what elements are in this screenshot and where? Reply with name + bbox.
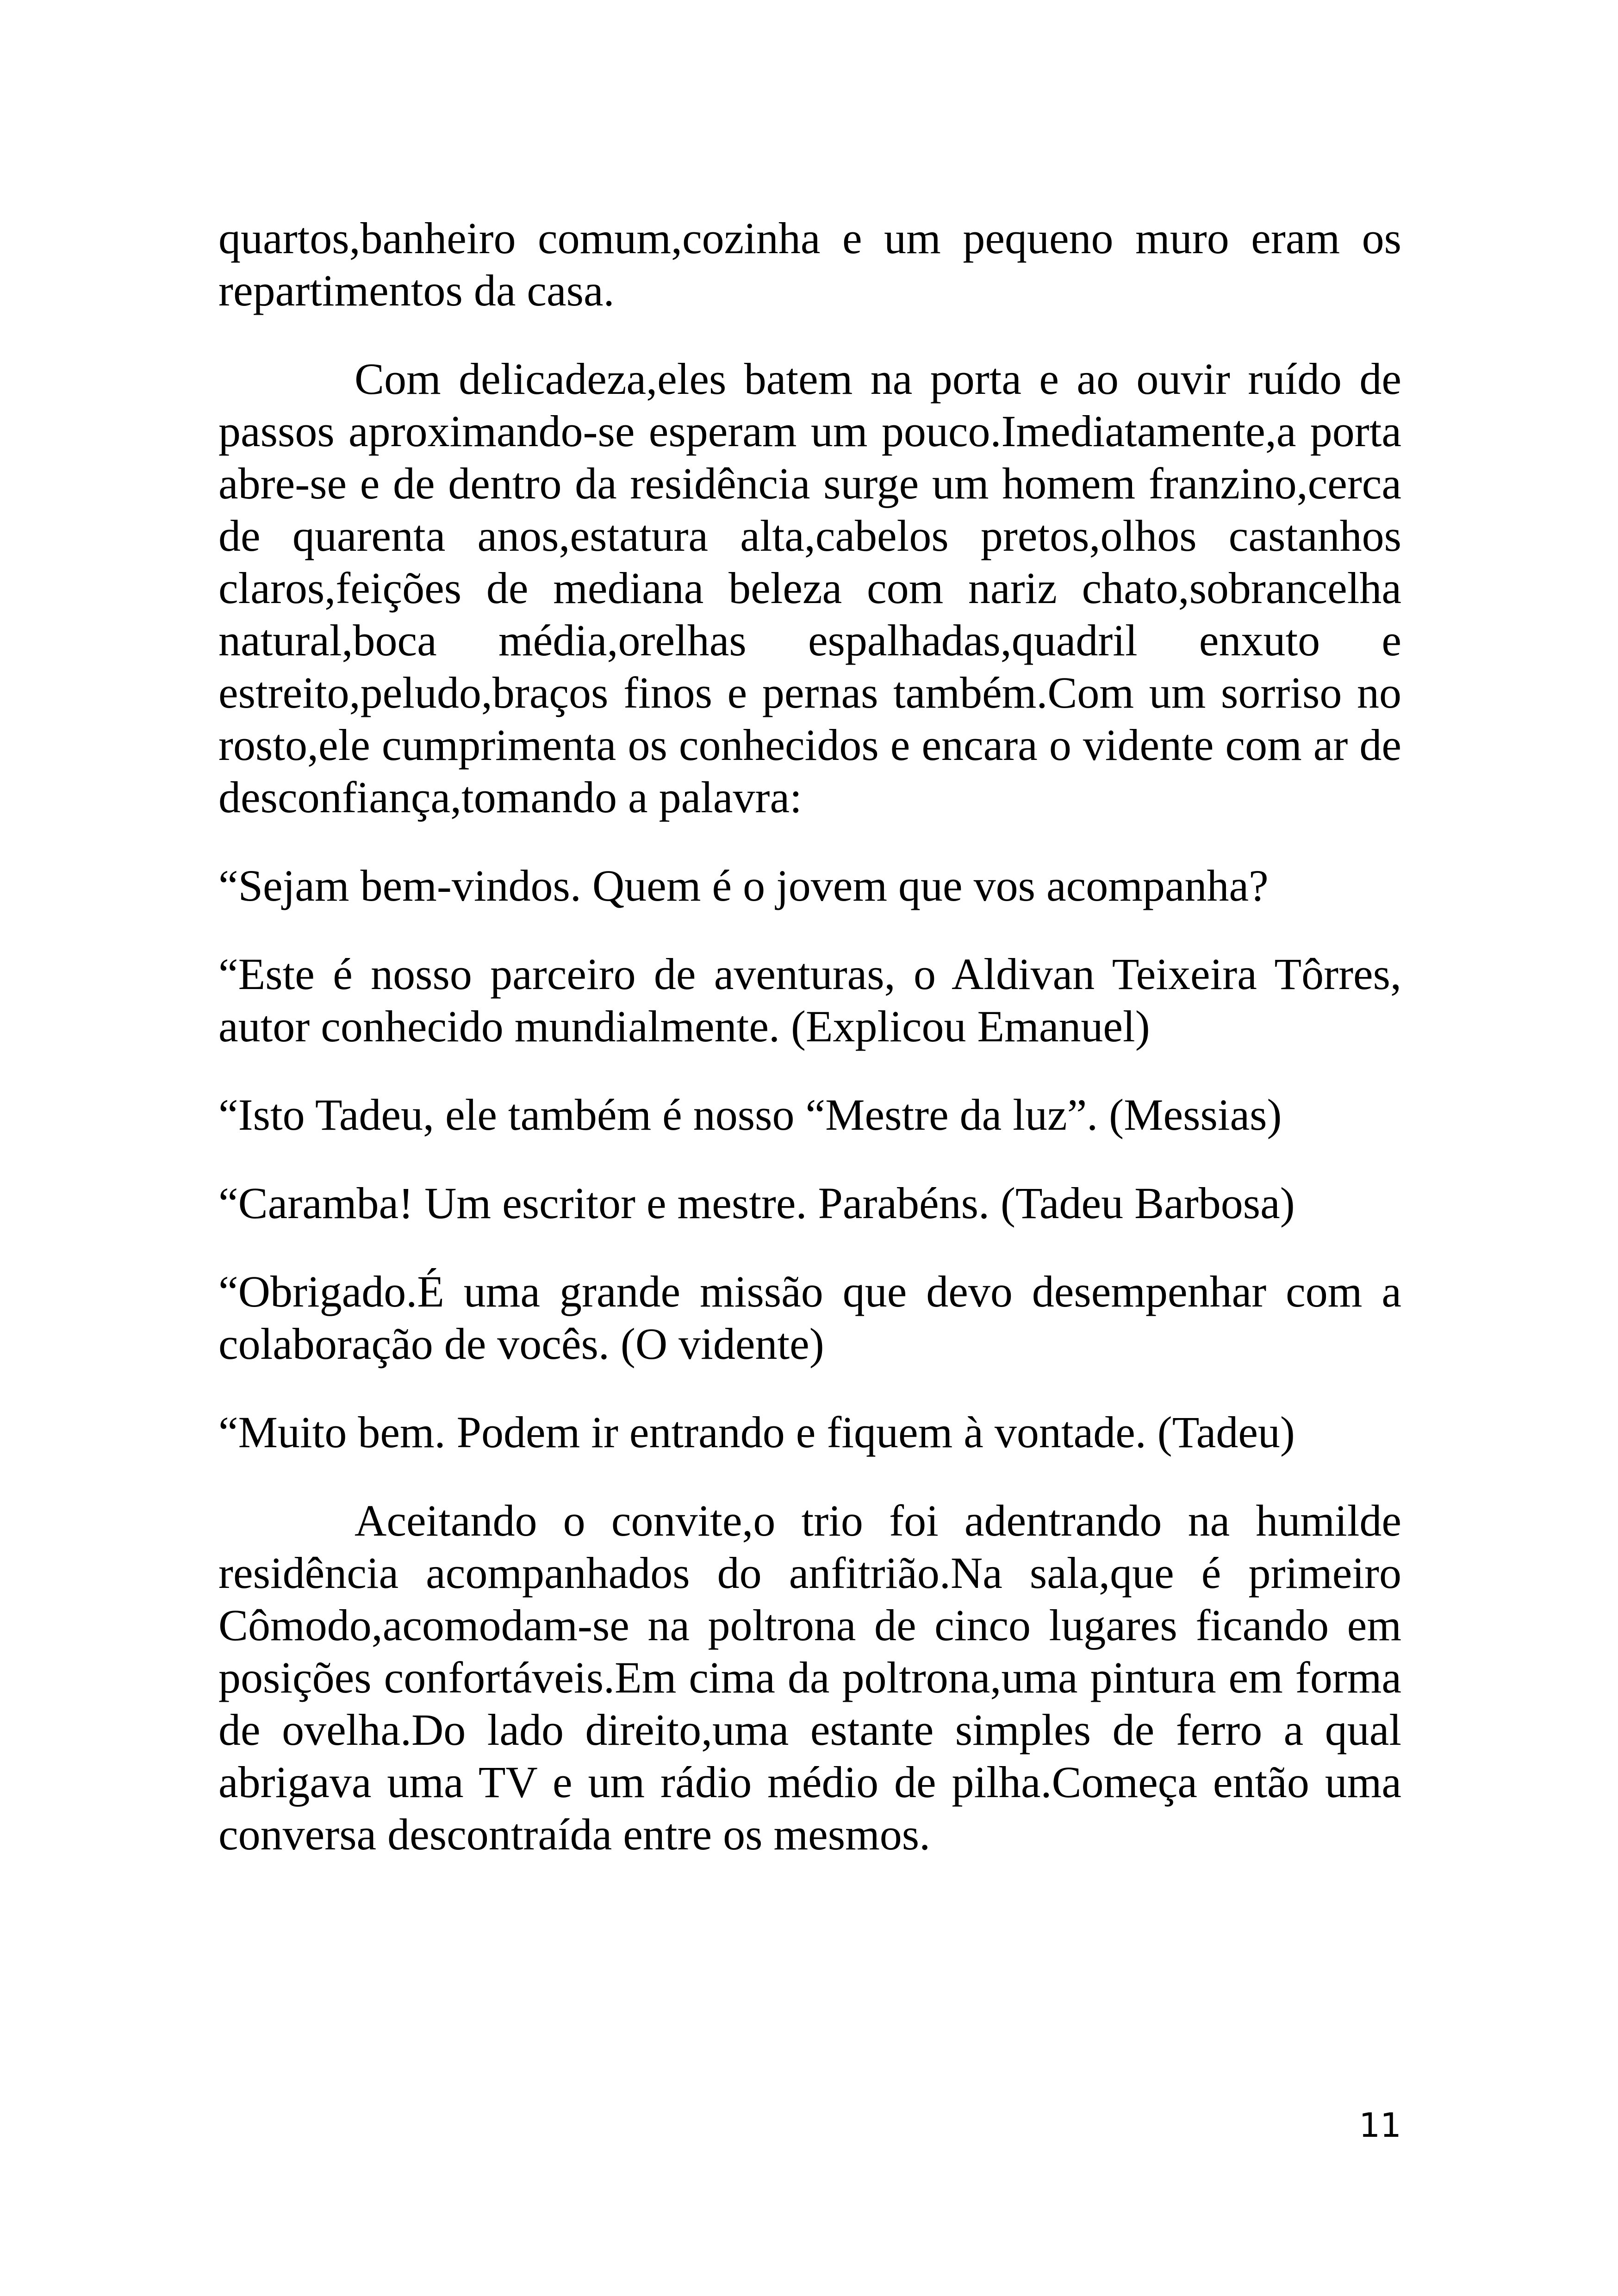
paragraph-continuation: quartos,banheiro comum,cozinha e um pequeno muro eram os repartimentos da casa. — [218, 213, 1401, 315]
dialogue-line-messias: “Isto Tadeu, ele também é nosso “Mestre da luz”. (Messias) — [218, 1090, 1282, 1139]
paragraph-arrival: Com delicadeza,eles batem na porta e ao ouvir ruído de passos aproximando-se esperam um pouco.Imediatamente,a porta abre-se e de dentro da residência surge um homem franzino,cerca de quarenta anos,estatura alta,cabelos pretos,olhos castanhos claros,feições de mediana beleza com nariz chato,sobrancelha natural,boca média,orelhas espalhadas,quadril enxuto e estreito,peludo,braços finos e pernas também.Com um sorriso no rosto,ele cumprimenta os conhecidos e encara o vidente com ar de desconfiança,tomando a palavra: — [218, 354, 1401, 822]
dialogue-line-tadeu: “Muito bem. Podem ir entrando e fiquem à vontade. (Tadeu) — [218, 1407, 1295, 1457]
dialogue-line-tadeu-barbosa: “Caramba! Um escritor e mestre. Parabéns. (Tadeu Barbosa) — [218, 1178, 1295, 1228]
body-text — [218, 212, 1401, 1897]
paragraph-living-room: Aceitando o convite,o trio foi adentrando na humilde residência acompanhados do anfitrião.Na sala,que é primeiro Cômodo,acomodam-se na poltrona de cinco lugares ficando em posições confortáveis.Em cima da poltrona,uma pintura em forma de ovelha.Do lado direito,uma estante simples de ferro a qual abrigava uma TV e um rádio médio de pilha.Começa então uma conversa descontraída entre os mesmos. — [218, 1496, 1401, 1859]
dialogue-line-vidente: “Obrigado.É uma grande missão que devo desempenhar com a colaboração de vocês. (O vidente) — [218, 1267, 1401, 1369]
page-number: 11 — [1359, 2106, 1401, 2145]
dialogue-line-welcome: “Sejam bem-vindos. Quem é o jovem que vos acompanha? — [218, 861, 1269, 910]
dialogue-line-emanuel: “Este é nosso parceiro de aventuras, o Aldivan Teixeira Tôrres, autor conhecido mundialmente. (Explicou Emanuel) — [218, 949, 1401, 1051]
